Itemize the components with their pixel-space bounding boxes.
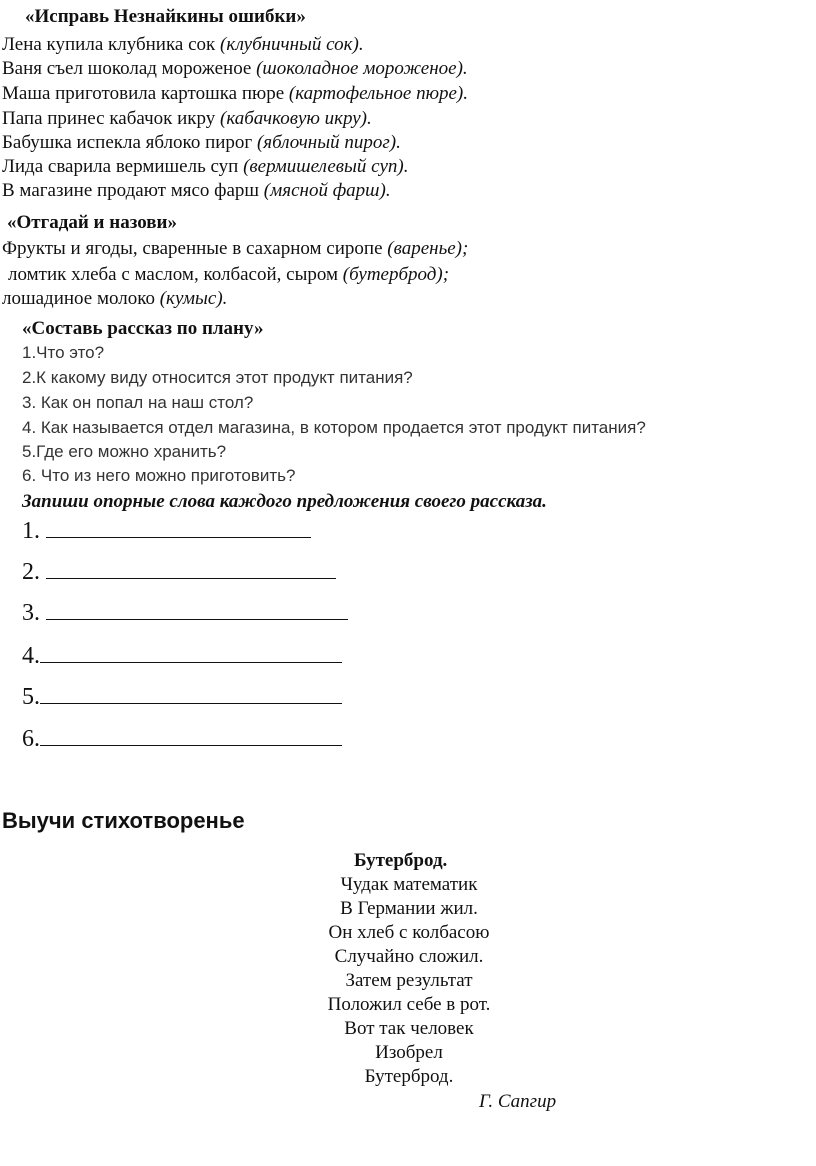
poem-line: Бутерброд. xyxy=(364,1066,454,1087)
plan-question: 2.К какому виду относится этот продукт питания? xyxy=(22,368,413,387)
poem-line: Вот так человек xyxy=(344,1018,474,1039)
poem-line: Случайно сложил. xyxy=(334,946,484,967)
list-item: Маша приготовила картошка пюре (картофельное пюре). xyxy=(2,83,468,104)
section2-title: «Отгадай и назови» xyxy=(7,212,177,233)
list-item: Ваня съел шоколад мороженое (шоколадное мороженое). xyxy=(2,58,468,79)
blank-line[interactable] xyxy=(46,558,336,579)
poem-line: Он хлеб с колбасою xyxy=(328,922,490,943)
section3-title: «Составь рассказ по плану» xyxy=(22,318,264,339)
blank-line[interactable] xyxy=(40,725,342,746)
poem-line: Положил себе в рот. xyxy=(327,994,491,1015)
plan-question: 6. Что из него можно приготовить? xyxy=(22,466,296,485)
poem-line: Изобрел xyxy=(375,1042,443,1063)
answer-line-5[interactable]: 5. xyxy=(22,683,342,711)
list-item: ломтик хлеба с маслом, колбасой, сыром (бутерброд); xyxy=(8,264,450,285)
poem-line: Затем результат xyxy=(345,970,473,991)
blank-line[interactable] xyxy=(40,683,342,704)
section1-title: «Исправь Незнайкины ошибки» xyxy=(25,6,306,27)
list-item: Лида сварила вермишель суп (вермишелевый суп). xyxy=(2,156,409,177)
task-instruction: Запиши опорные слова каждого предложения своего рассказа. xyxy=(22,491,547,512)
answer-line-2[interactable]: 2. xyxy=(22,558,336,586)
plan-question: 5.Где его можно хранить? xyxy=(22,442,227,461)
section4-title: Выучи стихотворенье xyxy=(2,808,245,833)
poem-author: Г. Сапгир xyxy=(479,1091,557,1112)
blank-line[interactable] xyxy=(40,642,342,663)
answer-line-4[interactable]: 4. xyxy=(22,642,342,670)
list-item: Фрукты и ягоды, сваренные в сахарном сиропе (варенье); xyxy=(2,238,469,259)
answer-line-3[interactable]: 3. xyxy=(22,599,348,627)
blank-line[interactable] xyxy=(46,599,348,620)
list-item: Лена купила клубника сок (клубничный сок). xyxy=(2,34,364,55)
poem-line: В Германии жил. xyxy=(340,898,478,919)
plan-question: 3. Как он попал на наш стол? xyxy=(22,393,254,412)
list-item: Папа принес кабачок икру (кабачковую икру). xyxy=(2,108,372,129)
plan-question: 1.Что это? xyxy=(22,343,105,362)
answer-line-6[interactable]: 6. xyxy=(22,725,342,753)
plan-question: 4. Как называется отдел магазина, в котором продается этот продукт питания? xyxy=(22,418,646,437)
list-item: Бабушка испекла яблоко пирог (яблочный пирог). xyxy=(2,132,401,153)
list-item: лошадиное молоко (кумыс). xyxy=(2,288,228,309)
answer-line-1[interactable]: 1. xyxy=(22,517,311,545)
poem-line: Чудак математик xyxy=(340,874,478,895)
list-item: В магазине продают мясо фарш (мясной фарш). xyxy=(2,180,391,201)
poem-title: Бутерброд. xyxy=(354,850,448,871)
blank-line[interactable] xyxy=(46,517,311,538)
